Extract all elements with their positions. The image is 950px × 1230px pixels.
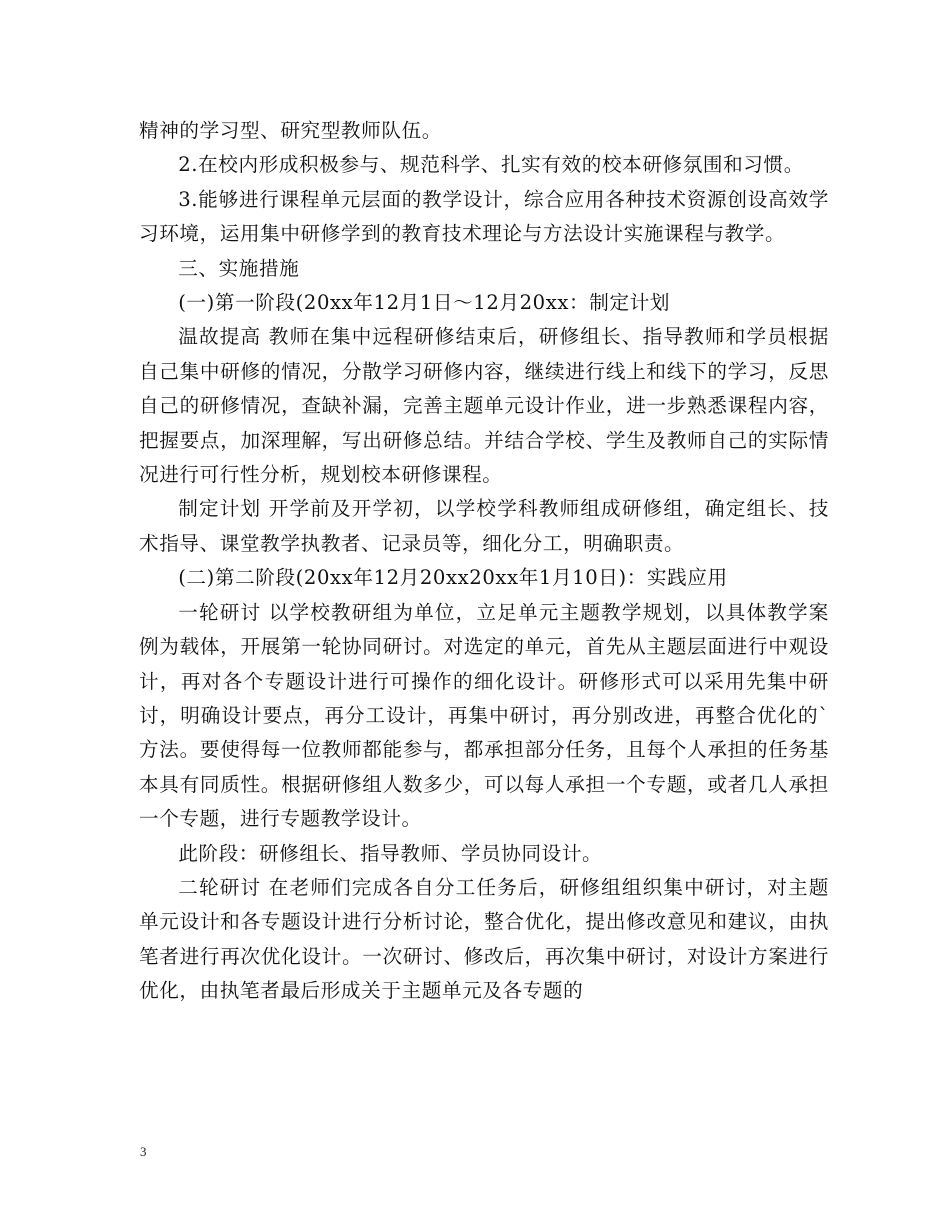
phase-1-heading: (一)第一阶段(20xx年12月1日～12月20xx：制定计划 (178, 291, 671, 315)
document-body (139, 114, 829, 1009)
paragraph-round-2: 二轮研讨 在老师们完成各自分工任务后，研修组组织集中研讨，对主题单元设计和各专题设计进行分析讨论，整合优化，提出修改意见和建议，由执笔者进行再次优化设计。一次研讨、修改后，再次集中研讨，对设计方案进行优化，由执笔者最后形成关于主题单元及各专题的 (139, 875, 829, 1003)
phase-2-heading: (二)第二阶段(20xx年12月20xx20xx年1月10日)：实践应用 (178, 566, 728, 590)
paragraph-stage-note: 此阶段：研修组长、指导教师、学员协同设计。 (178, 841, 603, 865)
paragraph-goal-2: 2.在校内形成积极参与、规范科学、扎实有效的校本研修氛围和习惯。 (178, 153, 804, 177)
paragraph-goal-3: 3.能够进行课程单元层面的教学设计，综合应用各种技术资源创设高效学习环境，运用集中研修学到的教育技术理论与方法设计实施课程与教学。 (139, 187, 829, 246)
paragraph-review: 温故提高 教师在集中远程研修结束后，研修组长、指导教师和学员根据自己集中研修的情况，分散学习研修内容，继续进行线上和线下的学习，反思自己的研修情况，查缺补漏，完善主题单元设计作业，进一步熟悉课程内容，把握要点，加深理解，写出研修总结。并结合学校、学生及教师自己的实际情况进行可行性分析，规划校本研修课程。 (139, 325, 829, 487)
paragraph-continuation: 精神的学习型、研究型教师队伍。 (139, 119, 442, 142)
paragraph-plan: 制定计划 开学前及开学初，以学校学科教师组成研修组，确定组长、技术指导、课堂教学执教者、记录员等，细化分工，明确职责。 (139, 497, 829, 555)
paragraph-round-1: 一轮研讨 以学校教研组为单位，立足单元主题教学规划，以具体教学案例为载体，开展第一轮协同研讨。对选定的单元，首先从主题层面进行中观设计，再对各个专题设计进行可操作的细化设计。研修形式可以采用先集中研讨，明确设计要点，再分工设计，再集中研讨，再分别改进，再整合优化的`方法。要使得每一位教师都能参与，都承担部分任务，且每个人承担的任务基本具有同质性。根据研修组人数多少，可以每人承担一个专题，或者几人承担一个专题，进行专题教学设计。 (139, 600, 829, 831)
section-heading-measures: 三、实施措施 (178, 256, 300, 280)
page-number: 3 (140, 1144, 147, 1159)
